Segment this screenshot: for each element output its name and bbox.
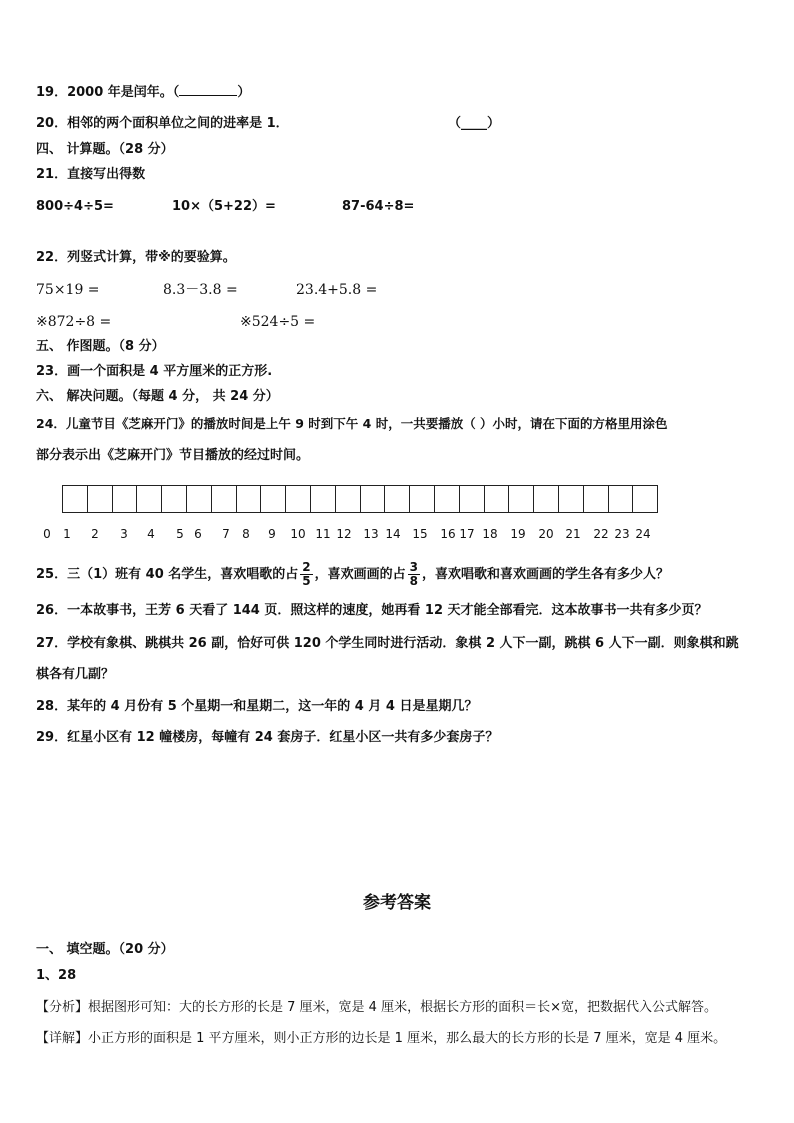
q19-close: ） [237, 85, 251, 100]
question-20: 20．相邻的两个面积单位之间的进率是 1． [36, 116, 289, 131]
timeline-tick-label: 23 [614, 527, 630, 541]
timeline-tick-label: 19 [510, 527, 526, 541]
fraction-three-eighths [408, 561, 420, 588]
q21-item: 800÷4÷5= [36, 199, 114, 214]
question-23: 23．画一个面积是 4 平方厘米的正方形. [36, 364, 273, 379]
question-27-line2: 棋各有几副？ [36, 667, 115, 682]
q22-item: 23.4+5.8 = [296, 282, 378, 298]
answers-section-1-heading: 一、 填空题。（20 分） [36, 942, 174, 957]
timeline-tick-label: 14 [385, 527, 401, 541]
timeline-tick-label: 7 [222, 527, 230, 541]
timeline-tick-label: 11 [315, 527, 331, 541]
timeline-cell[interactable] [63, 486, 88, 512]
timeline-tick-label: 5 [176, 527, 184, 541]
timeline-tick-label: 0 [43, 527, 51, 541]
timeline-cell[interactable] [237, 486, 262, 512]
q19-answer-blank[interactable] [179, 83, 237, 96]
timeline-cell[interactable] [212, 486, 237, 512]
timeline-cell[interactable] [534, 486, 559, 512]
timeline-cell[interactable] [162, 486, 187, 512]
timeline-cell[interactable] [609, 486, 634, 512]
q25-post: ，喜欢唱歌和喜欢画画的学生各有多少人？ [422, 567, 670, 582]
timeline-cell[interactable] [485, 486, 510, 512]
timeline-cell[interactable] [88, 486, 113, 512]
timeline-tick-label: 22 [593, 527, 609, 541]
fraction-numerator: 3 [409, 560, 419, 574]
timeline-cell[interactable] [633, 486, 657, 512]
timeline-tick-label: 8 [242, 527, 250, 541]
timeline-tick-label: 4 [147, 527, 155, 541]
timeline-cell[interactable] [311, 486, 336, 512]
question-27-line1: 27．学校有象棋、跳棋共 26 副，恰好可供 120 个学生同时进行活动．象棋 2 人下一副，跳棋 6 人下一副．则象棋和跳 [36, 636, 739, 651]
question-19 [36, 83, 250, 101]
q22-item: 8.3－3.8 = [163, 282, 238, 298]
timeline-tick-label: 15 [412, 527, 428, 541]
timeline-cell[interactable] [460, 486, 485, 512]
question-24-line1: 24．儿童节目《芝麻开门》的播放时间是上午 9 时到下午 4 时，一共要播放（ ）小时，请在下面的方格里用涂色 [36, 416, 668, 431]
timeline-cell[interactable] [261, 486, 286, 512]
answers-title: 参考答案 [363, 893, 431, 913]
question-22-title: 22．列竖式计算，带※的要验算。 [36, 250, 236, 265]
fraction-denominator: 5 [302, 574, 311, 588]
timeline-cell[interactable] [286, 486, 311, 512]
timeline-tick-label: 16 [440, 527, 456, 541]
timeline-cell[interactable] [385, 486, 410, 512]
answer-detail: 【详解】小正方形的面积是 1 平方厘米，则小正方形的边长是 1 厘米，那么最大的长方形的长是 7 厘米，宽是 4 厘米。 [36, 1031, 727, 1046]
timeline-tick-label: 3 [120, 527, 128, 541]
timeline-cell[interactable] [187, 486, 212, 512]
timeline-tick-label: 21 [565, 527, 581, 541]
q22-item: ※872÷8 = [36, 314, 112, 330]
question-29: 29．红星小区有 12 幢楼房，每幢有 24 套房子．红星小区一共有多少套房子？ [36, 730, 499, 745]
fraction-numerator: 2 [302, 560, 311, 574]
timeline-tick-label: 1 [63, 527, 71, 541]
q25-pre: 25．三（1）班有 40 名学生，喜欢唱歌的占 [36, 567, 299, 582]
timeline-cell[interactable] [361, 486, 386, 512]
timeline-tick-label: 13 [363, 527, 379, 541]
answer-1: 1、28 [36, 968, 77, 983]
timeline-tick-label: 24 [635, 527, 651, 541]
question-28: 28．某年的 4 月份有 5 个星期一和星期二，这一年的 4 月 4 日是星期几？ [36, 699, 478, 714]
question-24-line2: 部分表示出《芝麻开门》节目播放的经过时间。 [36, 448, 310, 463]
timeline-cell[interactable] [584, 486, 609, 512]
timeline-cell[interactable] [509, 486, 534, 512]
timeline-cell[interactable] [435, 486, 460, 512]
question-25 [36, 560, 669, 590]
q22-item: ※524÷5 = [240, 314, 316, 330]
timeline-cell[interactable] [113, 486, 138, 512]
q25-mid: ，喜欢画画的占 [314, 567, 406, 582]
timeline-tick-label: 12 [336, 527, 352, 541]
timeline-cell[interactable] [137, 486, 162, 512]
timeline-tick-label: 10 [290, 527, 306, 541]
q20-answer-paren[interactable]: （____） [448, 116, 501, 131]
timeline-cell[interactable] [559, 486, 584, 512]
timeline-tick-label: 9 [268, 527, 276, 541]
timeline-tick-label: 17 [459, 527, 475, 541]
timeline-tick-label: 18 [482, 527, 498, 541]
section-4-heading: 四、 计算题。（28 分） [36, 142, 174, 157]
q21-item: 87-64÷8= [342, 199, 415, 214]
section-5-heading: 五、 作图题。（8 分） [36, 339, 165, 354]
timeline-cell[interactable] [336, 486, 361, 512]
answer-analysis: 【分析】根据图形可知：大的长方形的长是 7 厘米，宽是 4 厘米，根据长方形的面积＝长×宽，把数据代入公式解答。 [36, 1000, 717, 1015]
question-26: 26．一本故事书，王芳 6 天看了 144 页．照这样的速度，她再看 12 天才能全部看完．这本故事书一共有多少页？ [36, 603, 708, 618]
q22-item: 75×19 = [36, 282, 100, 298]
fraction-two-fifths [300, 561, 312, 588]
timeline-tick-label: 2 [91, 527, 99, 541]
timeline-grid[interactable] [62, 485, 658, 513]
fraction-denominator: 8 [409, 574, 419, 588]
timeline-cell[interactable] [410, 486, 435, 512]
q19-text: 19．2000 年是闰年。（ [36, 85, 180, 100]
section-6-heading: 六、 解决问题。（每题 4 分， 共 24 分） [36, 389, 279, 404]
question-21-title: 21．直接写出得数 [36, 167, 146, 182]
q21-item: 10×（5+22）= [172, 199, 276, 214]
timeline-tick-label: 20 [538, 527, 554, 541]
timeline-tick-label: 6 [194, 527, 202, 541]
